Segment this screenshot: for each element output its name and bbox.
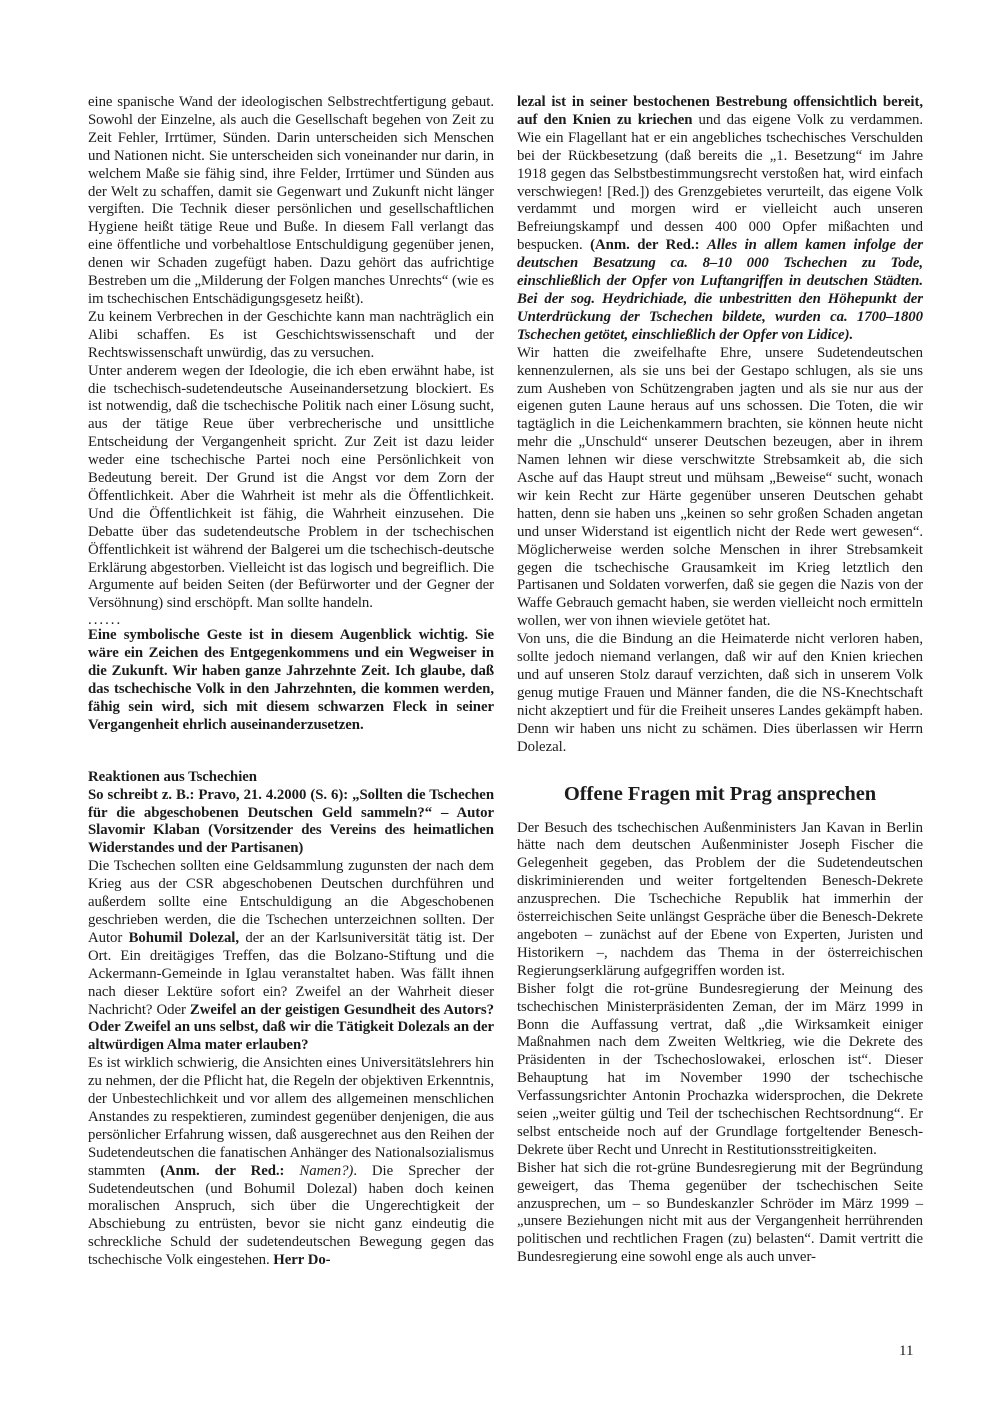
paragraph-text: Unter anderem wegen der Ideologie, die ich eben erwähnt habe, ist die tschechisch-sudetendeutsche Auseinandersetzung blockiert. Es ist notwendig, daß die tschechische Politik nach einer Lösung sucht, aus der tätige Reue über verbrecherische und unsittliche Entscheidung der Vergangenheit spricht. Zur Zeit ist dazu leider weder eine tschechische Partei noch eine Persönlichkeit von Bedeutung bereit. Der Grund ist die Angst vor dem Zorn der Öffentlichkeit. Aber die Wahrheit ist mehr als die Öffentlichkeit. Und die Öffentlichkeit ist fähig, die Wahrheit einzusehen. Die Debatte über das sudetendeutsche Problem in der tschechischen Öffentlichkeit ist während der Balgerei um die tschechisch-deutsche Erklärung abgestorben. Vielleicht ist das logisch und begreiflich. Die Argumente auf beiden Seiten (der Befürworter und der Gegner der Versöhnung) sind erschöpft. Man sollte handeln. bbox=[88, 362, 494, 612]
paragraph-text: eine spanische Wand der ideologischen Selbstrechtfertigung gebaut. Sowohl der Einzelne, als auch die Gesellschaft begehen von Zeit zu Zeit Fehler, Irrtümer, Sünden. Darin unterscheiden sich Menschen und Nationen nicht. Sie unterscheiden sich voneinander nur darin, in welchem Maße sie fähig sind, ihre Felder, Irrtümer und Sünden aus der Welt zu schaffen, damit sie Gegenwart und Zukunft nicht länger vergiften. Die Technik dieser persönlichen und gesellschaftlichen Hygiene heißt tätige Reue und Buße. In diesem Fall verlangt das eine öffentliche und vorbehaltlose Entschuldigung gegenüber jenen, denen wir Schaden zugefügt haben. Dazu gehört das aufrichtige Bestreben um die „Milderung der Folgen manches Unrechts“ (wie es im tschechischen Entschädigungsgesetz heißt). bbox=[88, 94, 494, 307]
subsection-heading: Reaktionen aus Tschechien bbox=[88, 768, 257, 785]
paragraph-text: So schreibt z. B.: Pravo, 21. 4.2000 (S. 6): „Sollten die Tschechen für die abgeschobenen Deutschen Geld sammeln?“ – Autor Slavomir Klaban (Vorsitzender des Vereins des heimatlichen Widerstandes und der Partisanen) bbox=[88, 786, 494, 857]
bold-inline-text: Zweifel an der geistigen Gesundheit des Autors? Oder Zweifel an uns selbst, daß wir die Tätigkeit Dolezals an der altwürdigen Alma mater erlauben? bbox=[88, 1001, 494, 1054]
paragraph-text: Zu keinem Verbrechen in der Geschichte kann man nachträglich ein Alibi schaffen. Es ist Geschichtswissenschaft und der Rechtswissenschaft unwürdig, das zu versuchen. bbox=[88, 308, 494, 361]
right-column bbox=[517, 94, 923, 1267]
paragraph bbox=[88, 363, 494, 614]
paragraph bbox=[88, 1055, 494, 1270]
paragraph-text: Wir hatten die zweifelhafte Ehre, unsere Sudetendeutschen kennenzulernen, als sie uns bei der Gestapo schlugen, als sie uns zum Ausheben von Schützengraben jagten und als sie nur aus der eigenen guten Laune heraus auf uns schossen. Die Toten, die wir tagtäglich in die Leichenkammern brachten, sie können heute nicht mehr die „Unschuld“ unserer Deutschen bezeugen, aber in ihrem Namen lehnen wir diese verschwitzte Strebsamkeit ab, die sich Asche auf das Haupt streut und mühsam „Beweise“ sucht, wonach wir kein Recht zur Härte gegenüber unseren Deutschen gehabt hatten, denn sie haben uns „keinen so sehr großen Schaden angetan und unser Widerstand ist eigentlich nicht der Rede wert gewesen“. Möglicherweise werden solche Menschen in ihrer Strebsamkeit gegen die tschechische Grausamkeit im Krieg letztlich den Partisanen und Soldaten vorwerfen, daß sie gegen die Nazis von der Waffe Gebrauch gemacht haben, sie werden vielleicht noch ermitteln wollen, wer von ihnen wieviele getötet hat. bbox=[517, 344, 923, 630]
paragraph-text: Bisher hat sich die rot-grüne Bundesregierung mit der Begründung geweigert, das Thema gegenüber der tschechischen Seite anzusprechen, um – so Bundeskanzler Schröder im März 1999 – „unsere Beziehungen nicht mit aus der Vergangenheit herrührenden politischen und rechtlichen Fragen (zu) belasten“. Damit vertritt die Bundesregierung eine sowohl enge als auch unver- bbox=[517, 1159, 923, 1266]
bold-inline-text: Bohumil Dolezal, bbox=[128, 929, 240, 946]
paragraph bbox=[88, 309, 494, 363]
paragraph-text: der an der Karlsuniversität tätig ist. Der Ort. Ein dreitägiges Treffen, das die Bolzano-Stiftung und die Ackermann-Gemeinde in Iglau veranstaltet haben. Was fällt ihnen nach dieser Lektüre sofort ein? Zweifel an der Wahrheit dieser Nachricht? Oder bbox=[88, 929, 494, 1018]
paragraph-text: . Die Sprecher der Sudetendeutschen (und Bohumil Dolezal) haben doch keinen moralischen Anspruch, sich über die Ungerechtigkeit der Abschiebung zu entrüsten, bevor sie nicht ganz eindeutig die schreckliche Schuld der sudetendeutschen Bewegung gegen das tschechische Volk eingestehen. bbox=[88, 1162, 494, 1269]
paragraph-text: Bisher folgt die rot-grüne Bundesregierung der Meinung des tschechischen Ministerpräsidenten Zeman, der im März 1999 in Bonn die Auffassung vertrat, daß „die Wirksamkeit einiger Maßnahmen nach dem Zweiten Weltkrieg, wie die Dekrete des Präsidenten in der Tschechoslowakei, erloschen ist“. Dieser Behauptung hat im November 1990 der tschechische Verfassungsrichter Antonin Prochazka widersprochen, die Dekrete seien „weiter gültig und Teil der tschechischen Rechtsordnung“. Er selbst entscheide noch auf der Grundlage fortgeltender Benesch-Dekrete über Recht und Unrecht in Restitutionsstreitigkeiten. bbox=[517, 980, 923, 1158]
left-column bbox=[88, 94, 494, 1270]
paragraph bbox=[88, 858, 494, 1055]
paragraph-text: Eine symbolische Geste ist in diesem Augenblick wichtig. Sie wäre ein Zeichen des Entgegenkommens und ein Wegweiser in die Zukunft. Wir haben ganze Jahrzehnte Zeit. Ich glaube, daß das tschechische Volk in den Jahrzehnten, die kommen werden, fähig sein wird, sich mit diesem schwarzen Fleck in seiner Vergangenheit ehrlich auseinanderzusetzen. bbox=[88, 627, 494, 733]
editor-note-label: (Anm. der Red.: bbox=[590, 237, 707, 254]
paragraph-text: Von uns, die die Bindung an die Heimaterde nicht verloren haben, sollte jedoch niemand verlangen, daß wir auf den Knien kriechen und auf unseren Stolz darauf verzichten, daß sich in unserem Volk genug mutige Frauen und Männer fanden, die die NS-Knechtschaft nicht akzeptiert und für die Freiheit unseres Landes gekämpft haben. Denn wir haben uns nicht zu schämen. Dies überlassen wir Herrn Dolezal. bbox=[517, 631, 923, 755]
ellipsis-separator: ...... bbox=[88, 612, 123, 629]
italic-inline-text: Namen?) bbox=[299, 1162, 354, 1179]
page-number: 11 bbox=[899, 1343, 914, 1359]
paragraph-bold bbox=[88, 787, 494, 859]
paragraph bbox=[517, 820, 923, 981]
paragraph-bold bbox=[88, 627, 494, 734]
paragraph-text: und das eigene Volk zu verdammen. Wie ein Flagellant hat er ein angebliches tschechisches Verschulden bei der Rückbesetzung (daß bereits die „1. Besetzung“ im Jahre 1918 gegen das Selbstbestimmungsrecht verstoßen hat, wird einfach verschwiegen! [Red.]) des Grenzgebietes verurteilt, das eigene Volk verdammt und morgen wird er vielleicht auch unseren Befreiungskampf und dessen 400 000 Opfer mißachten und bespucken. bbox=[517, 111, 923, 254]
paragraph bbox=[517, 981, 923, 1160]
paragraph bbox=[517, 631, 923, 756]
bold-inline-text: Herr Do- bbox=[273, 1252, 331, 1269]
section-heading: Offene Fragen mit Prag ansprechen bbox=[563, 782, 877, 805]
bold-inline-text: lezal ist in seiner bestochenen Bestrebung offensichtlich bereit, auf den Knien zu kriechen bbox=[517, 94, 923, 128]
paragraph bbox=[517, 345, 923, 632]
paragraph-text: Es ist wirklich schwierig, die Ansichten eines Universitätslehrers hin zu nehmen, der die Pflicht hat, die Regeln der objektiven Erkenntnis, der Unbestechlichkeit und vor allem des allgemeinen menschlichen Anstandes zu respektieren, zumindest gegenüber denjenigen, die aus persönlicher Erfahrung wissen, daß ausgerechnet aus den Reihen der Sudetendeutschen die fanatischen Anhänger des Nationalsozialismus stammten bbox=[88, 1055, 494, 1179]
paragraph bbox=[88, 94, 494, 309]
paragraph bbox=[517, 94, 923, 345]
paragraph-text: Die Tschechen sollten eine Geldsammlung zugunsten der nach dem Krieg aus der CSR abgeschobenen Deutschen durchführen und außerdem sollte eine Entschuldigung an die Abgeschobenen geschrieben werden, die die Tschechen unterzeichnen sollten. Der Autor bbox=[88, 858, 494, 946]
editor-note-label: (Anm. der Red.: bbox=[160, 1162, 300, 1179]
editor-note-text: Alles in allem kamen infolge der deutschen Besatzung ca. 8–10 000 Tschechen zu Tode, einschließlich der Opfer von Luftangriffen in deutschen Städten. Bei der sog. Heydrichiade, die unbestritten den Höhepunkt der Unterdrückung der Tschechen bildete, wurden ca. 1700–1800 Tschechen getötet, einschließlich der Opfer von Lidice). bbox=[517, 237, 923, 343]
paragraph bbox=[517, 1160, 923, 1267]
paragraph-text: Der Besuch des tschechischen Außenministers Jan Kavan in Berlin hätte nach dem deutschen Außenminister Joseph Fischer die Gelegenheit gegeben, das Problem der die Sudetendeutschen diskriminierenden und weiter fortgeltenden Benesch-Dekrete anzusprechen. Die Tschechiche Republik hat immerhin der österreichischen Seite unlängst Gespräche über die Benesch-Dekrete angeboten – zunächst auf der Ebene von Experten, Juristen und Historikern –, nachdem das Thema in der österreichischen Regierungserklärung aufgegriffen worden ist. bbox=[517, 819, 923, 979]
